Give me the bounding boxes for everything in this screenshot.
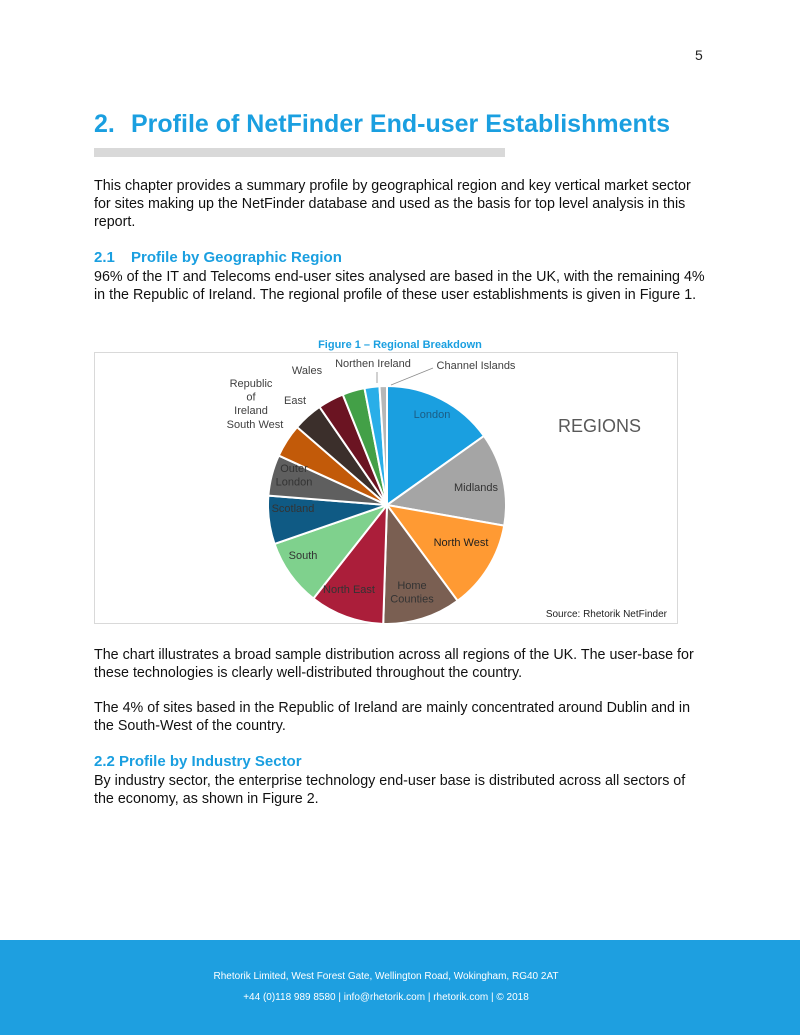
pie-label-northen-ireland: Northen Ireland (335, 358, 411, 370)
footer-contact: +44 (0)118 989 8580 | info@rhetorik.com | rhetorik.com | © 2018 (243, 992, 529, 1003)
chapter-number: 2. (94, 110, 115, 138)
section-2-1-number: 2.1 (94, 249, 115, 266)
chart-source: Source: Rhetorik NetFinder (545, 609, 667, 620)
chapter-title: Profile of NetFinder End-user Establishments (131, 110, 670, 138)
pie-label-london: London (413, 409, 451, 421)
chart-title: REGIONS (558, 416, 642, 436)
intro-paragraph: This chapter provides a summary profile by geographical region and key vertical market sector for sites making up the NetFinder database and used as the basis for top level analysis in this report. (94, 178, 691, 230)
pie-svg (95, 353, 679, 625)
heading-rule (94, 148, 505, 157)
chapter-heading (94, 110, 670, 139)
ireland-paragraph: The 4% of sites based in the Republic of Ireland are mainly concentrated around Dublin and in the South-West of the country. (94, 700, 691, 734)
section-2-1-paragraph: 96% of the IT and Telecoms end-user sites analysed are based in the UK, with the remaining 4% in the Republic of Ireland. The regional profile of these user establishments is given in Figure 1. (94, 269, 705, 303)
pie-label-scotland: Scotland (271, 503, 315, 515)
pie-label-north-west: North West (433, 537, 489, 549)
pie-label-republic-of-ireland: Republic of Ireland (229, 378, 273, 417)
regions-pie-chart (94, 352, 678, 624)
page-number: 5 (695, 47, 703, 63)
pie-label-south: South (288, 550, 318, 562)
pie-label-south-west: South West (226, 419, 284, 431)
pie-label-east: East (283, 395, 307, 407)
section-2-2-paragraph: By industry sector, the enterprise technology end-user base is distributed across all sectors of the economy, as shown in Figure 2. (94, 773, 686, 807)
section-2-2-heading: 2.2 Profile by Industry Sector (94, 753, 302, 770)
figure-caption: Figure 1 – Regional Breakdown (318, 339, 482, 351)
pie-label-north-east: North East (323, 584, 375, 596)
section-2-1-heading (94, 249, 342, 266)
page-footer (0, 940, 800, 1035)
pie-label-wales: Wales (291, 365, 323, 377)
pie-label-outer-london: Outer London (275, 463, 313, 489)
pie-label-channel-islands: Channel Islands (436, 360, 516, 372)
leader-line-channel-islands (391, 368, 433, 385)
section-2-1-title: Profile by Geographic Region (131, 249, 342, 266)
footer-address: Rhetorik Limited, West Forest Gate, Wellington Road, Wokingham, RG40 2AT (213, 971, 559, 982)
pie-label-home-counties: Home Counties (390, 580, 434, 606)
pie-label-midlands: Midlands (453, 482, 499, 494)
chart-summary-paragraph: The chart illustrates a broad sample distribution across all regions of the UK. The user-base for these technologies is clearly well-distributed throughout the country. (94, 647, 694, 681)
